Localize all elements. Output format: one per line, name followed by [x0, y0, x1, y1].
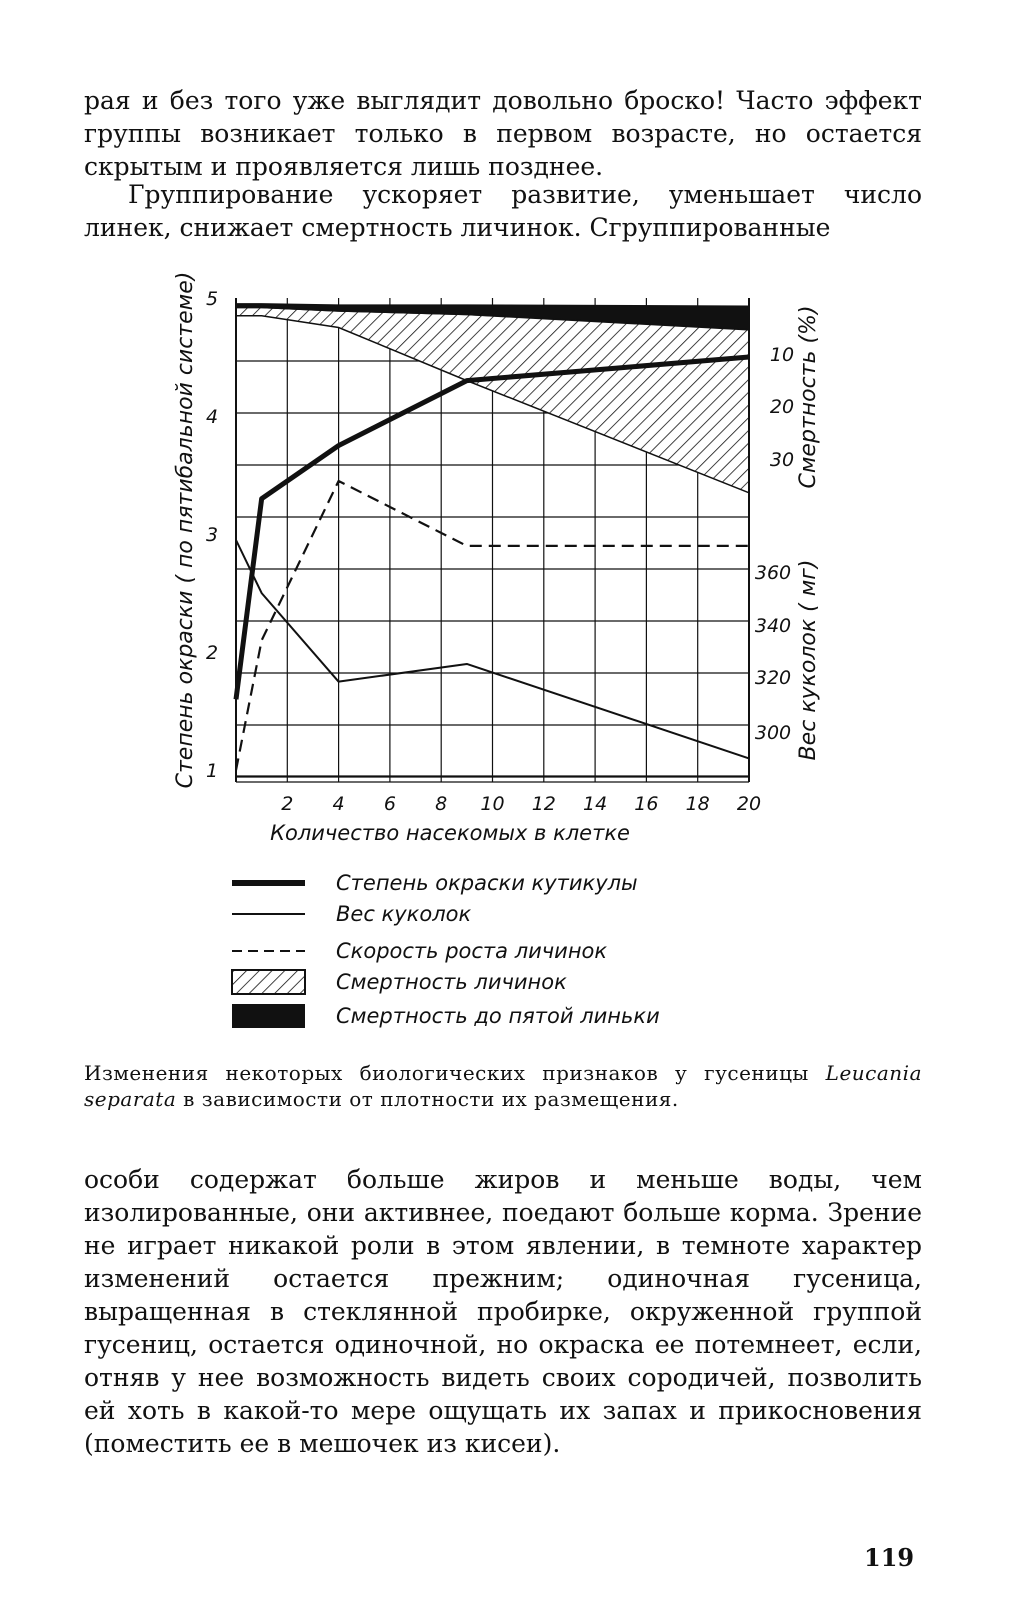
y-right-weight-label: Вес куколок ( мг) [796, 559, 821, 761]
figure-chart [0, 262, 1018, 1052]
caption-text: Изменения некоторых биологических признаков у гусеницы [84, 1061, 826, 1085]
x-tick-label: 10 [480, 793, 505, 815]
y-right-mortality-label: Смертность (%) [796, 305, 821, 489]
legend-label: Смертность личинок [336, 970, 567, 994]
y-right-weight-tick: 360 [754, 562, 792, 584]
page-number: 119 [864, 1543, 915, 1572]
x-tick-label: 4 [332, 793, 345, 815]
x-tick-label: 20 [736, 793, 762, 815]
legend-label: Вес куколок [336, 902, 472, 926]
y-left-tick-label: 4 [205, 406, 219, 429]
x-tick-label: 16 [634, 793, 659, 815]
x-tick-label: 2 [281, 793, 294, 815]
y-right-weight-tick: 340 [754, 615, 792, 637]
legend-label: Степень окраски кутикулы [336, 871, 638, 895]
legend-label: Смертность до пятой линьки [336, 1004, 660, 1028]
y-right-mortality-tick: 20 [769, 396, 795, 418]
y-left-tick-label: 1 [205, 760, 219, 783]
legend-swatch-solid [232, 1004, 305, 1028]
chart-legend [232, 871, 660, 1028]
caption-species: Leucania separata [84, 1061, 922, 1111]
paragraph-group: Группирование ускоряет развитие, уменьшает число линек, снижает смертность личинок. Сгруппированные [84, 180, 922, 242]
x-axis-label: Количество насекомых в клетке [270, 821, 630, 845]
x-tick-label: 6 [383, 793, 396, 815]
y-left-axis-label: Степень окраски ( по пятибальной системе) [173, 271, 198, 789]
y-right-mortality-tick: 30 [769, 449, 795, 471]
x-tick-label: 8 [435, 793, 448, 815]
caption-text-end: в зависимости от плотности их размещения. [176, 1087, 679, 1111]
legend-swatch-hatched [232, 970, 305, 994]
x-tick-label: 18 [685, 793, 710, 815]
legend-label: Скорость роста личинок [336, 939, 608, 963]
y-right-weight-tick: 300 [754, 722, 792, 744]
paragraph-bottom: особи содержат больше жиров и меньше воды, чем изолированные, они активнее, поедают больше корма. Зрение не играет никакой роли в этом явлении, в темноте характер изменений остается прежним; одиночная гусеница, выращенная в стеклянной пробирке, окруженной группой гусениц, остается одиночной, но окраска ее потемнеет, если, отняв у нее возможность видеть своих сородичей, позволить ей хоть в какой-то мере ощущать их запах и прикосновения (поместить ее в мешочек из кисеи). [84, 1165, 922, 1458]
x-tick-label: 12 [531, 793, 556, 815]
figure-caption [84, 1060, 922, 1112]
y-left-tick-label: 3 [205, 524, 219, 547]
y-right-mortality-tick: 10 [769, 344, 795, 366]
y-left-tick-label: 2 [205, 642, 219, 665]
y-left-tick-label: 5 [205, 288, 219, 310]
y-right-weight-tick: 320 [754, 667, 792, 689]
paragraph-top: рая и без того уже выглядит довольно броско! Часто эффект группы возникает только в первом возрасте, но остается скрытым и проявляется лишь позднее. [84, 86, 922, 181]
x-tick-label: 14 [583, 793, 608, 815]
